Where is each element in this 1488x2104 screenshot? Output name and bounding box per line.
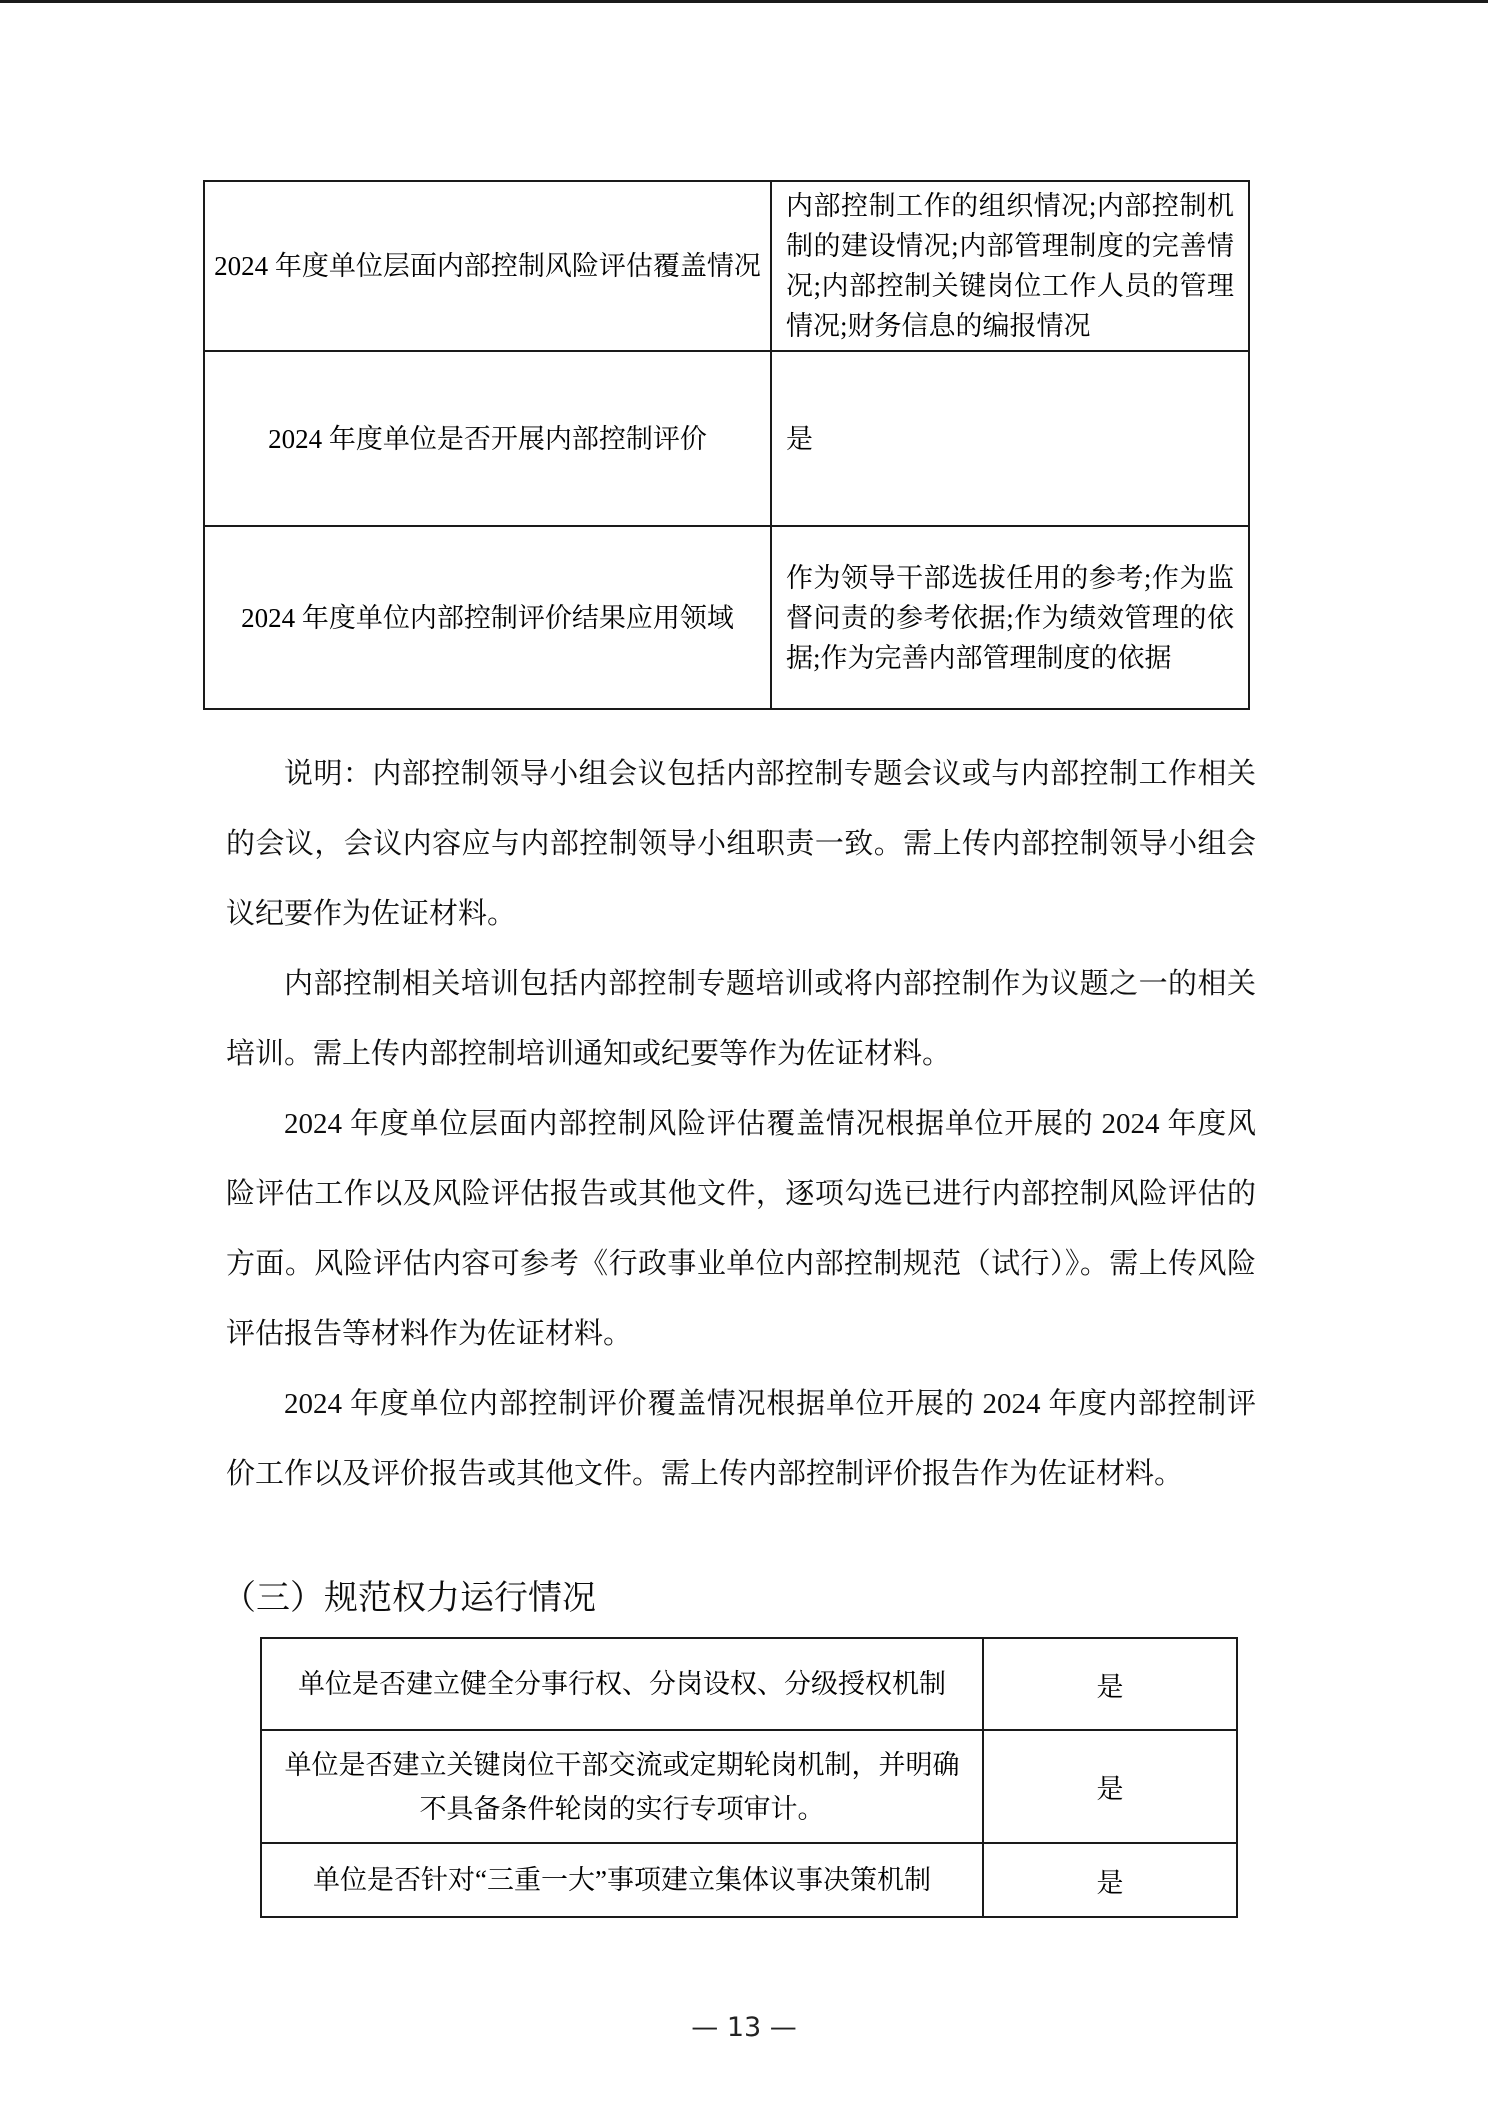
explanation-paragraph: 内部控制相关培训包括内部控制专题培训或将内部控制作为议题之一的相关培训。需上传内部控制培训通知或纪要等作为佐证材料。 bbox=[226, 968, 1256, 1070]
table-row bbox=[204, 351, 1249, 526]
row-value-cell: 是 bbox=[983, 1638, 1237, 1730]
explanation-paragraph: 说明：内部控制领导小组会议包括内部控制专题会议或与内部控制工作相关的会议，会议内容应与内部控制领导小组职责一致。需上传内部控制领导小组会议纪要作为佐证材料。 bbox=[226, 758, 1256, 930]
row-value-cell: 是 bbox=[983, 1843, 1237, 1917]
row-label-cell: 单位是否建立健全分事行权、分岗设权、分级授权机制 bbox=[261, 1638, 983, 1730]
row-value-cell: 是 bbox=[983, 1730, 1237, 1843]
row-label-cell: 2024 年度单位层面内部控制风险评估覆盖情况 bbox=[204, 181, 771, 351]
explanation-paragraph: 2024 年度单位层面内部控制风险评估覆盖情况根据单位开展的 2024 年度风险评估工作以及风险评估报告或其他文件，逐项勾选已进行内部控制风险评估的方面。风险评估内容可参考《行政事业单位内部控制规范（试行）》。需上传风险评估报告等材料作为佐证材料。 bbox=[226, 1108, 1256, 1350]
row-label-cell: 2024 年度单位内部控制评价结果应用领域 bbox=[204, 526, 771, 709]
row-label-cell: 单位是否针对“三重一大”事项建立集体议事决策机制 bbox=[261, 1843, 983, 1917]
table-row bbox=[204, 181, 1249, 351]
section-heading: （三）规范权力运行情况 bbox=[222, 1580, 596, 1617]
row-value-cell: 内部控制工作的组织情况;内部控制机制的建设情况;内部管理制度的完善情况;内部控制关键岗位工作人员的管理情况;财务信息的编报情况 bbox=[771, 181, 1249, 351]
explanation-paragraph: 2024 年度单位内部控制评价覆盖情况根据单位开展的 2024 年度内部控制评价工作以及评价报告或其他文件。需上传内部控制评价报告作为佐证材料。 bbox=[226, 1388, 1256, 1490]
top-edge-bar bbox=[0, 0, 1488, 3]
table-row bbox=[261, 1638, 1237, 1730]
row-label-cell: 2024 年度单位是否开展内部控制评价 bbox=[204, 351, 771, 526]
table-row bbox=[261, 1843, 1237, 1917]
table-row bbox=[204, 526, 1249, 709]
row-value-cell: 是 bbox=[771, 351, 1249, 526]
internal-control-assessment-table bbox=[203, 180, 1250, 710]
row-value-cell: 作为领导干部选拔任用的参考;作为监督问责的参考依据;作为绩效管理的依据;作为完善内部管理制度的依据 bbox=[771, 526, 1249, 709]
row-label-cell: 单位是否建立关键岗位干部交流或定期轮岗机制，并明确不具备条件轮岗的实行专项审计。 bbox=[261, 1730, 983, 1843]
page-number: — 13 — bbox=[691, 2012, 797, 2043]
table-row bbox=[261, 1730, 1237, 1843]
power-regulation-table bbox=[260, 1637, 1238, 1918]
